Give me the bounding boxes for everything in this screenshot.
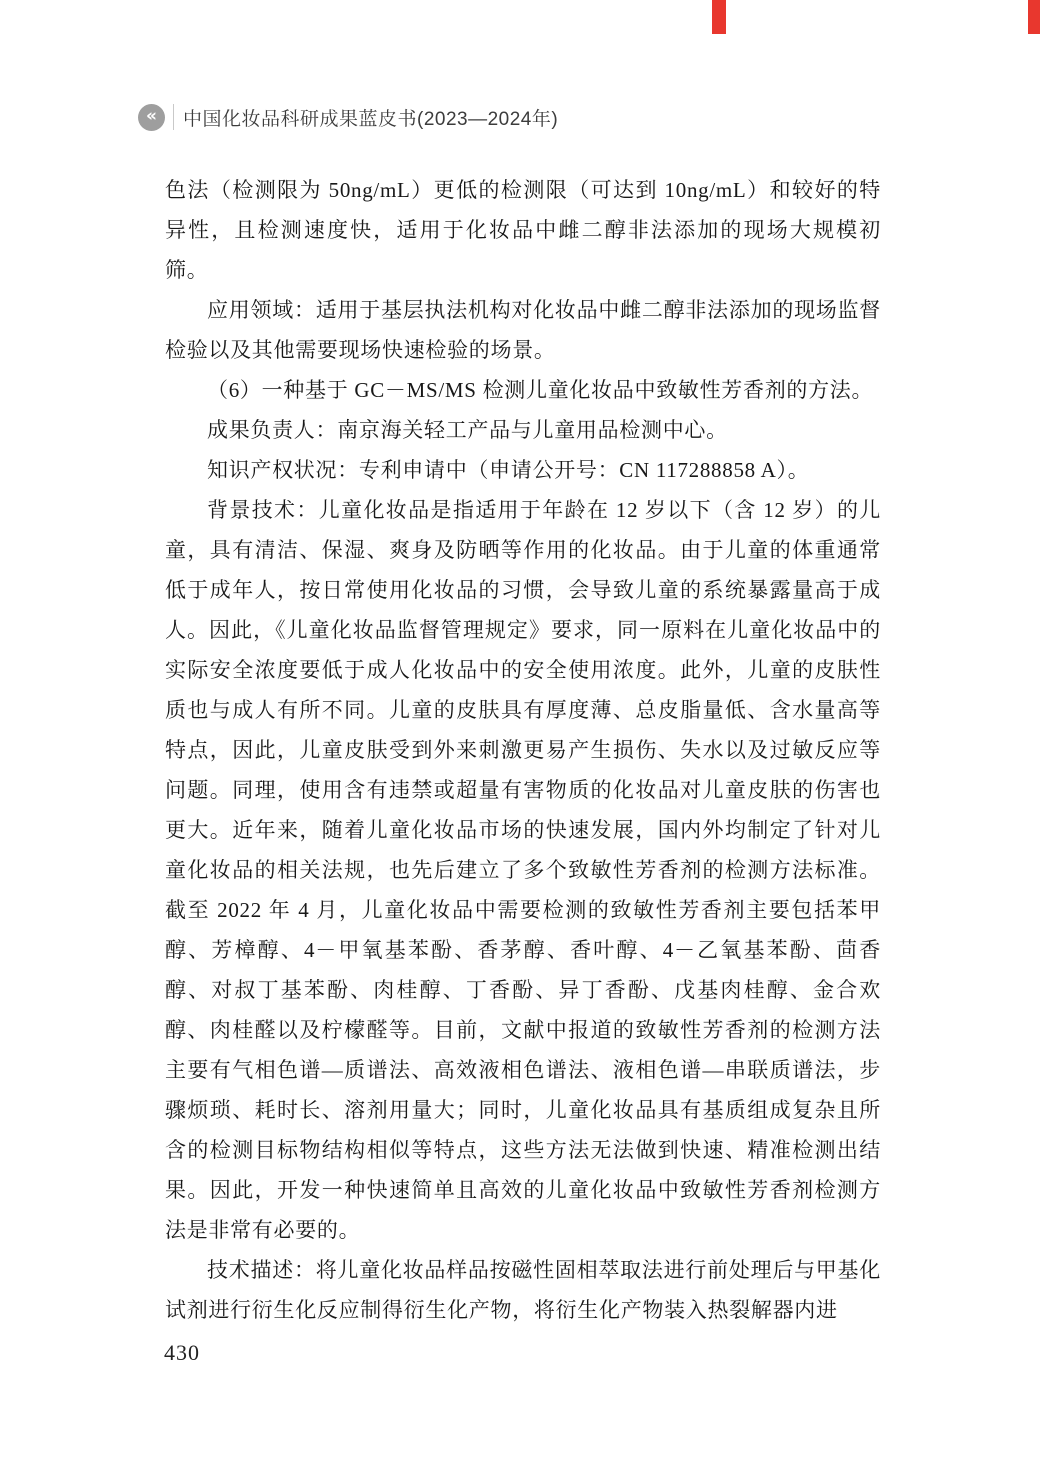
page-number: 430: [164, 1340, 200, 1365]
paragraph-application-field: 应用领域：适用于基层执法机构对化妆品中雌二醇非法添加的现场监督检验以及其他需要现场快速检验的场景。: [165, 298, 881, 362]
header-divider: [173, 104, 174, 130]
red-edge-tab: [1028, 0, 1040, 34]
double-chevron-left-icon: «: [138, 104, 165, 131]
body-text-block: [165, 170, 881, 1330]
paragraph-background-technology: 背景技术：儿童化妆品是指适用于年龄在 12 岁以下（含 12 岁）的儿童，具有清洁、保湿、爽身及防晒等作用的化妆品。由于儿童的体重通常低于成年人，按日常使用化妆品的习惯，会导致儿童的系统暴露量高于成人。因此，《儿童化妆品监督管理规定》要求，同一原料在儿童化妆品中的实际安全浓度要低于成人化妆品中的安全使用浓度。此外，儿童的皮肤性质也与成人有所不同。儿童的皮肤具有厚度薄、总皮脂量低、含水量高等特点，因此，儿童皮肤受到外来刺激更易产生损伤、失水以及过敏反应等问题。同理，使用含有违禁或超量有害物质的化妆品对儿童皮肤的伤害也更大。近年来，随着儿童化妆品市场的快速发展，国内外均制定了针对儿童化妆品的相关法规，也先后建立了多个致敏性芳香剂的检测方法标准。截至 2022 年 4 月，儿童化妆品中需要检测的致敏性芳香剂主要包括苯甲醇、芳樟醇、4－甲氧基苯酚、香茅醇、香叶醇、4－乙氧基苯酚、茴香醇、对叔丁基苯酚、肉桂醇、丁香酚、异丁香酚、戊基肉桂醇、金合欢醇、肉桂醛以及柠檬醛等。目前，文献中报道的致敏性芳香剂的检测方法主要有气相色谱—质谱法、高效液相色谱法、液相色谱—串联质谱法，步骤烦琐、耗时长、溶剂用量大；同时，儿童化妆品具有基质组成复杂且所含的检测目标物结构相似等特点，这些方法无法做到快速、精准检测出结果。因此，开发一种快速简单且高效的儿童化妆品中致敏性芳香剂检测方法是非常有必要的。: [165, 498, 881, 1242]
paragraph-responsible-unit: 成果负责人：南京海关轻工产品与儿童用品检测中心。: [207, 418, 728, 442]
red-edge-tab: [712, 0, 726, 34]
paragraph-ip-status: 知识产权状况：专利申请中（申请公开号：CN 117288858 A）。: [207, 458, 810, 482]
paragraph-colorimetric-method: 色法（检测限为 50ng/mL）更低的检测限（可达到 10ng/mL）和较好的特异性，且检测速度快，适用于化妆品中雌二醇非法添加的现场大规模初筛。: [165, 178, 881, 282]
book-title: 中国化妆品科研成果蓝皮书(2023—2024年): [183, 108, 559, 130]
paragraph-technical-description: 技术描述：将儿童化妆品样品按磁性固相萃取法进行前处理后与甲基化试剂进行衍生化反应制得衍生化产物，将衍生化产物装入热裂解器内进: [165, 1258, 881, 1322]
running-header: [138, 102, 558, 132]
paragraph-method-title: （6）一种基于 GC－MS/MS 检测儿童化妆品中致敏性芳香剂的方法。: [207, 378, 874, 402]
